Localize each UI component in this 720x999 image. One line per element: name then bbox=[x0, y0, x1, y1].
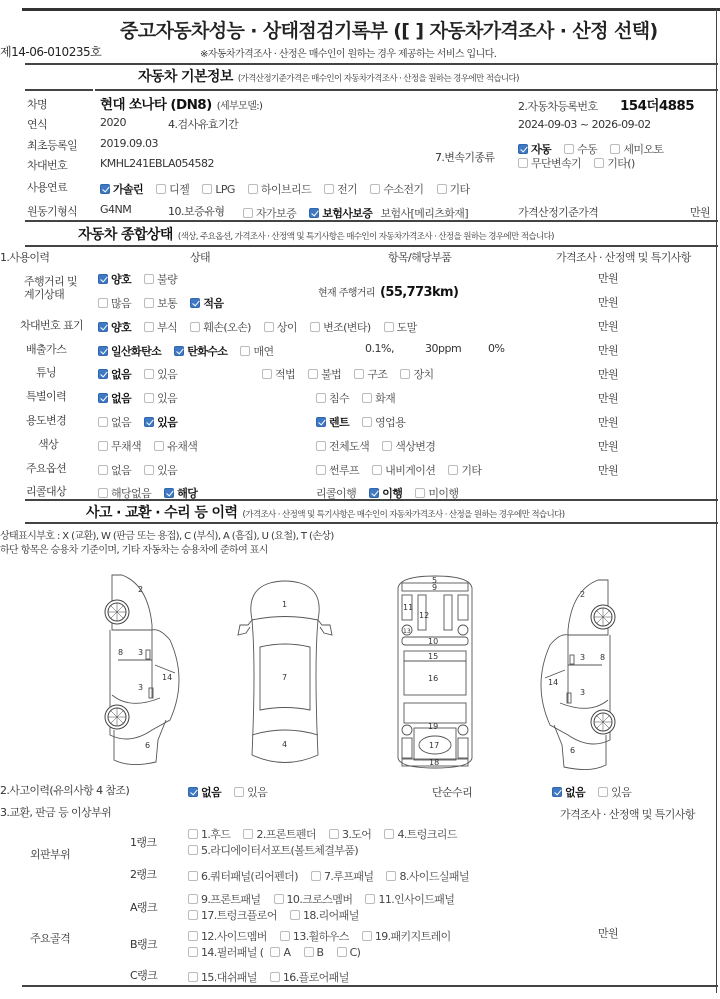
checkbox-icon bbox=[280, 931, 290, 941]
price-unit: 만원 bbox=[598, 296, 619, 309]
mileage-high[interactable]: 많음 bbox=[98, 295, 131, 311]
simple-repair-label: 단순수리 bbox=[432, 786, 473, 799]
svg-text:9: 9 bbox=[432, 583, 438, 592]
option-navigation[interactable]: 내비게이션 bbox=[372, 462, 435, 478]
checkbox-icon bbox=[329, 829, 339, 839]
price-unit: 만원 bbox=[598, 320, 619, 333]
transmission-cvt[interactable]: 무단변속기 bbox=[518, 155, 581, 171]
checkbox-icon bbox=[240, 346, 250, 356]
price-unit: 만원 bbox=[598, 272, 619, 285]
checkbox-icon bbox=[98, 298, 108, 308]
checkbox-icon bbox=[188, 910, 198, 920]
price-unit: 만원 bbox=[598, 368, 619, 381]
car-frame-diagram bbox=[390, 573, 480, 773]
usage-change-label: 용도변경 bbox=[26, 414, 67, 427]
car-name-label: 차명 bbox=[27, 98, 48, 111]
checkbox-checked-icon bbox=[552, 787, 562, 797]
rank-2-line1 bbox=[188, 865, 477, 884]
tuning-device[interactable]: 장치 bbox=[400, 366, 433, 382]
part-floor-panel[interactable]: 16.플로어패널 bbox=[270, 969, 349, 985]
color-achromatic[interactable]: 무채색 bbox=[98, 438, 141, 454]
document-number: 제14-06-010235호 bbox=[0, 45, 102, 59]
recall-not-done[interactable]: 미이행 bbox=[415, 485, 458, 501]
emission-options bbox=[98, 340, 282, 359]
car-submodel: (세부모델:) bbox=[216, 101, 263, 112]
checkbox-icon bbox=[98, 465, 108, 475]
svg-text:5: 5 bbox=[432, 576, 438, 585]
first-reg-label: 최초등록일 bbox=[27, 139, 78, 152]
divider bbox=[25, 245, 718, 247]
checkbox-icon bbox=[290, 910, 300, 920]
odometer-label: 주행거리 및 계기상태 bbox=[24, 275, 78, 301]
emission-hc[interactable]: 탄화수소 bbox=[174, 343, 227, 359]
form-top-border bbox=[22, 8, 720, 11]
checkbox-icon bbox=[270, 972, 280, 982]
divider bbox=[25, 499, 718, 501]
svg-text:3: 3 bbox=[580, 653, 586, 662]
fuel-label: 사용연료 bbox=[27, 181, 68, 194]
legend-symbols: 상태표시부호 : X (교환), W (판금 또는 용접), C (부식), A (흠집), U (요철), T (손상) bbox=[0, 531, 334, 542]
fuel-options bbox=[100, 178, 478, 197]
basic-info-header bbox=[138, 66, 519, 86]
vin-mark-options bbox=[98, 316, 425, 335]
mileage-label: 현재 주행거리 bbox=[318, 288, 375, 299]
pillar-a[interactable]: A bbox=[270, 946, 290, 959]
col-header-price: 가격조사 · 산정액 및 특기사항 bbox=[556, 251, 691, 264]
option-sunroof[interactable]: 썬루프 bbox=[316, 462, 359, 478]
part-pillar-panel[interactable]: 14.필러패널 ( bbox=[188, 944, 263, 960]
vin: KMHL241EBLA054582 bbox=[100, 157, 214, 170]
checkbox-icon bbox=[316, 393, 326, 403]
checkbox-icon bbox=[188, 931, 198, 941]
svg-text:1: 1 bbox=[282, 600, 288, 609]
checkbox-checked-icon bbox=[98, 322, 108, 332]
rank-2-label: 2랭크 bbox=[130, 868, 157, 881]
part-radiator-support[interactable]: 5.라디에이터서포트(볼트체결부품) bbox=[188, 842, 358, 858]
checkbox-checked-icon bbox=[100, 184, 110, 194]
checkbox-icon bbox=[316, 465, 326, 475]
base-price-label: 가격산정기준가격 bbox=[518, 206, 599, 219]
checkbox-icon bbox=[370, 184, 380, 194]
svg-text:12: 12 bbox=[419, 611, 430, 620]
svg-text:17: 17 bbox=[429, 741, 440, 750]
pillar-b[interactable]: B bbox=[304, 946, 324, 959]
part-trunk-lid[interactable]: 4.트렁크리드 bbox=[384, 826, 456, 842]
checkbox-icon bbox=[311, 871, 321, 881]
price-unit: 만원 bbox=[598, 392, 619, 405]
svg-text:6: 6 bbox=[570, 746, 576, 755]
inspection-label: 4.검사유효기간 bbox=[168, 118, 239, 131]
part-dash-panel[interactable]: 15.대쉬패널 bbox=[188, 969, 257, 985]
odometer-bad[interactable]: 불량 bbox=[144, 271, 177, 287]
simple-repair-yes[interactable]: 있음 bbox=[598, 784, 631, 800]
checkbox-icon bbox=[270, 947, 280, 957]
checkbox-checked-icon bbox=[144, 417, 154, 427]
recall-label: 리콜대상 bbox=[26, 485, 67, 498]
part-roof-panel[interactable]: 7.루프패널 bbox=[311, 868, 373, 884]
checkbox-icon bbox=[316, 441, 326, 451]
price-unit: 만원 bbox=[598, 464, 619, 477]
part-package-tray[interactable]: 19.패키지트레이 bbox=[362, 928, 451, 944]
recall-applicable[interactable]: 해당 bbox=[164, 485, 197, 501]
pillar-c[interactable]: C) bbox=[337, 946, 361, 959]
part-rear-panel[interactable]: 18.리어패널 bbox=[290, 907, 359, 923]
svg-text:4: 4 bbox=[282, 740, 288, 749]
special-yes[interactable]: 있음 bbox=[144, 390, 177, 406]
checkbox-icon bbox=[98, 488, 108, 498]
checkbox-icon bbox=[156, 184, 166, 194]
part-quarter-panel[interactable]: 6.쿼터패널(리어펜더) bbox=[188, 868, 298, 884]
fuel-diesel[interactable]: 디젤 bbox=[156, 181, 189, 197]
checkbox-icon bbox=[188, 829, 198, 839]
checkbox-icon bbox=[144, 274, 154, 284]
checkbox-icon bbox=[382, 441, 392, 451]
section-note: (색상, 주요옵션, 가격조사 · 산정액 및 특기사항은 매수인이 자동차가격조사 · 산정을 원하는 경우에만 적습니다) bbox=[177, 232, 554, 242]
vin-mark-mismatch[interactable]: 상이 bbox=[264, 319, 297, 335]
svg-text:11: 11 bbox=[403, 603, 414, 612]
car-side-right-diagram bbox=[540, 575, 620, 775]
emission-smoke-value: 0% bbox=[488, 342, 505, 355]
checkbox-icon bbox=[144, 298, 154, 308]
svg-text:13: 13 bbox=[403, 628, 411, 635]
fuel-hybrid[interactable]: 하이브리드 bbox=[248, 181, 311, 197]
usage-business[interactable]: 영업용 bbox=[362, 414, 405, 430]
section-title: 자동차 기본정보 bbox=[138, 69, 233, 85]
checkbox-icon bbox=[518, 158, 528, 168]
checkbox-icon bbox=[264, 322, 274, 332]
fuel-other[interactable]: 기타 bbox=[437, 181, 470, 197]
engine-label: 원동기형식 bbox=[27, 205, 78, 218]
vin-mark-good[interactable]: 양호 bbox=[98, 319, 131, 335]
warranty-label: 10.보증유형 bbox=[168, 205, 225, 218]
fuel-electric[interactable]: 전기 bbox=[324, 181, 357, 197]
svg-text:2: 2 bbox=[580, 590, 586, 599]
rank-c-label: C랭크 bbox=[130, 969, 158, 982]
color-options bbox=[98, 435, 205, 454]
checkbox-icon bbox=[362, 931, 372, 941]
checkbox-icon bbox=[362, 417, 372, 427]
part-cross-member[interactable]: 10.크로스멤버 bbox=[274, 891, 353, 907]
color-chromatic[interactable]: 유채색 bbox=[154, 438, 197, 454]
svg-text:2: 2 bbox=[138, 585, 144, 594]
rank-1-label: 1랭크 bbox=[130, 836, 157, 849]
recall-none[interactable]: 해당없음 bbox=[98, 485, 151, 501]
part-front-fender[interactable]: 2.프론트펜더 bbox=[243, 826, 315, 842]
accident-history-label: 2.사고이력(유의사항 4 참조) bbox=[0, 784, 130, 797]
checkbox-checked-icon bbox=[369, 488, 379, 498]
parts-label: 3.교환, 판금 등 이상부위 bbox=[0, 806, 112, 819]
checkbox-icon bbox=[304, 947, 314, 957]
divider bbox=[25, 220, 718, 222]
checkbox-icon bbox=[98, 441, 108, 451]
recall-done[interactable]: 이행 bbox=[369, 485, 402, 501]
checkbox-icon bbox=[437, 184, 447, 194]
svg-text:8: 8 bbox=[118, 648, 124, 657]
recall-done-label: 리콜이행 bbox=[316, 487, 357, 500]
svg-text:3: 3 bbox=[138, 648, 144, 657]
vin-label: 차대번호 bbox=[27, 159, 68, 172]
year: 2020 bbox=[100, 116, 126, 129]
transmission-other[interactable]: 기타() bbox=[594, 155, 634, 171]
tuning-options bbox=[98, 363, 185, 382]
part-inside-panel[interactable]: 11.인사이드패널 bbox=[365, 891, 454, 907]
checkbox-icon bbox=[310, 322, 320, 332]
accident-history-options bbox=[188, 781, 275, 800]
checkbox-checked-icon bbox=[174, 346, 184, 356]
checkbox-icon bbox=[354, 369, 364, 379]
car-name-field bbox=[100, 93, 262, 113]
checkbox-icon bbox=[324, 184, 334, 194]
checkbox-checked-icon bbox=[309, 208, 319, 218]
checkbox-icon bbox=[448, 465, 458, 475]
section-note: (가격산정기준가격은 매수인이 자동차가격조사 · 산정을 원하는 경우에만 적습니다) bbox=[237, 74, 519, 84]
reg-no-label: 2.자동차등록번호 bbox=[518, 100, 598, 113]
rank-1-line2 bbox=[188, 839, 366, 858]
part-wheel-house[interactable]: 13.휠하우스 bbox=[280, 928, 349, 944]
color-change[interactable]: 색상변경 bbox=[382, 438, 435, 454]
section-title: 사고 · 교환 · 수리 등 이력 bbox=[86, 505, 238, 521]
usage-change-options bbox=[98, 411, 185, 430]
divider bbox=[22, 985, 718, 987]
special-history-options bbox=[98, 387, 185, 406]
checkbox-icon bbox=[234, 787, 244, 797]
checkbox-icon bbox=[144, 465, 154, 475]
part-side-member[interactable]: 12.사이드멤버 bbox=[188, 928, 267, 944]
price-unit: 만원 bbox=[598, 927, 619, 940]
checkbox-checked-icon bbox=[98, 393, 108, 403]
mileage-value: (55,773km) bbox=[380, 285, 459, 300]
odometer-good[interactable]: 양호 bbox=[98, 271, 131, 287]
rank-a-line2 bbox=[188, 904, 367, 923]
checkbox-icon bbox=[262, 369, 272, 379]
first-reg: 2019.09.03 bbox=[100, 137, 158, 150]
odometer-row1 bbox=[98, 268, 185, 287]
special-history-label: 특별이력 bbox=[26, 390, 67, 403]
svg-text:7: 7 bbox=[282, 673, 288, 682]
inspection-period: 2024-09-03 ~ 2026-09-02 bbox=[518, 118, 651, 131]
divider bbox=[25, 63, 718, 65]
col-header-usage: 1.사용이력 bbox=[0, 251, 50, 264]
checkbox-icon bbox=[365, 894, 375, 904]
price-header: 가격조사 · 산정액 및 특기사항 bbox=[560, 808, 695, 821]
checkbox-icon bbox=[243, 208, 253, 218]
checkbox-checked-icon bbox=[98, 274, 108, 284]
vin-mark-label: 차대번호 표기 bbox=[20, 319, 84, 332]
reg-no: 154더4885 bbox=[620, 98, 694, 114]
transmission-manual[interactable]: 수동 bbox=[564, 141, 597, 157]
transmission-label: 7.변속기종류 bbox=[435, 151, 495, 164]
checkbox-icon bbox=[372, 465, 382, 475]
transmission-options-row2 bbox=[518, 152, 643, 171]
accident-none[interactable]: 없음 bbox=[188, 784, 221, 800]
rank-b-label: B랭크 bbox=[130, 938, 157, 951]
checkbox-checked-icon bbox=[316, 417, 326, 427]
fuel-lpg[interactable]: LPG bbox=[202, 183, 235, 196]
svg-text:16: 16 bbox=[428, 674, 439, 683]
svg-text:8: 8 bbox=[600, 653, 606, 662]
checkbox-icon bbox=[308, 369, 318, 379]
checkbox-checked-icon bbox=[98, 346, 108, 356]
year-label: 연식 bbox=[27, 118, 48, 131]
svg-text:14: 14 bbox=[548, 678, 559, 687]
accident-yes[interactable]: 있음 bbox=[234, 784, 267, 800]
usage-rent[interactable]: 렌트 bbox=[316, 414, 349, 430]
checkbox-icon bbox=[243, 829, 253, 839]
rank-b-line2 bbox=[188, 941, 368, 960]
checkbox-icon bbox=[337, 947, 347, 957]
part-trunk-floor[interactable]: 17.트렁크플로어 bbox=[188, 907, 277, 923]
usage-yes[interactable]: 있음 bbox=[144, 414, 177, 430]
checkbox-icon bbox=[154, 441, 164, 451]
tuning-none[interactable]: 없음 bbox=[98, 366, 131, 382]
divider bbox=[95, 89, 718, 91]
svg-text:19: 19 bbox=[428, 722, 439, 731]
main-options-options bbox=[98, 459, 185, 478]
tuning-legal[interactable]: 적법 bbox=[262, 366, 295, 382]
car-name: 현대 쏘나타 (DN8) bbox=[100, 97, 212, 113]
vin-mark-altered[interactable]: 변조(변타) bbox=[310, 319, 371, 335]
price-unit: 만원 bbox=[598, 440, 619, 453]
frame-label: 주요골격 bbox=[30, 932, 71, 945]
color-label: 색상 bbox=[38, 438, 59, 451]
tuning-structure[interactable]: 구조 bbox=[354, 366, 387, 382]
special-fire[interactable]: 화재 bbox=[362, 390, 395, 406]
vin-mark-corrosion[interactable]: 부식 bbox=[144, 319, 177, 335]
checkbox-icon bbox=[188, 947, 198, 957]
status-header bbox=[78, 224, 554, 244]
vin-mark-damage[interactable]: 훼손(오손) bbox=[190, 319, 251, 335]
checkbox-checked-icon bbox=[98, 369, 108, 379]
mileage-low[interactable]: 적음 bbox=[190, 295, 223, 311]
checkbox-icon bbox=[400, 369, 410, 379]
options-yes[interactable]: 있음 bbox=[144, 462, 177, 478]
engine: G4NM bbox=[100, 203, 132, 216]
emission-co[interactable]: 일산화탄소 bbox=[98, 343, 161, 359]
tuning-yes[interactable]: 있음 bbox=[144, 366, 177, 382]
color-items bbox=[316, 435, 443, 454]
checkbox-icon bbox=[598, 787, 608, 797]
special-flood[interactable]: 침수 bbox=[316, 390, 349, 406]
checkbox-icon bbox=[594, 158, 604, 168]
transmission-auto[interactable]: 자동 bbox=[518, 141, 551, 157]
special-history-items bbox=[316, 387, 403, 406]
price-unit: 만원 bbox=[598, 416, 619, 429]
part-front-panel[interactable]: 9.프론트패널 bbox=[188, 891, 260, 907]
col-header-items: 항목/해당부품 bbox=[388, 251, 452, 264]
exterior-label: 외판부위 bbox=[30, 848, 71, 861]
warranty-options bbox=[243, 202, 476, 221]
tuning-illegal[interactable]: 불법 bbox=[308, 366, 341, 382]
section-note: (가격조사 · 산정액 및 특기사항은 매수인이 자동차가격조사 · 산정을 원하는 경우에만 적습니다) bbox=[242, 510, 565, 520]
checkbox-icon bbox=[274, 894, 284, 904]
rank-a-label: A랭크 bbox=[130, 901, 157, 914]
emission-hc-value: 30ppm bbox=[425, 342, 462, 355]
checkbox-icon bbox=[202, 184, 212, 194]
fuel-hydrogen[interactable]: 수소전기 bbox=[370, 181, 423, 197]
emission-co-value: 0.1%, bbox=[365, 342, 394, 355]
color-full-paint[interactable]: 전체도색 bbox=[316, 438, 369, 454]
simple-repair-options bbox=[552, 781, 639, 800]
svg-text:10: 10 bbox=[428, 637, 439, 646]
checkbox-icon bbox=[384, 829, 394, 839]
usage-none[interactable]: 없음 bbox=[98, 414, 131, 430]
option-other[interactable]: 기타 bbox=[448, 462, 481, 478]
vin-mark-smeared[interactable]: 도말 bbox=[384, 319, 417, 335]
part-door[interactable]: 3.도어 bbox=[329, 826, 371, 842]
car-top-diagram bbox=[230, 575, 340, 770]
mileage-normal[interactable]: 보통 bbox=[144, 295, 177, 311]
svg-text:18: 18 bbox=[429, 758, 440, 767]
accident-header bbox=[86, 502, 564, 522]
main-options-label: 주요옵션 bbox=[26, 462, 67, 475]
warranty-self[interactable]: 자가보증 bbox=[243, 205, 296, 221]
checkbox-icon bbox=[384, 322, 394, 332]
odometer-row2 bbox=[98, 292, 231, 311]
checkbox-icon bbox=[415, 488, 425, 498]
checkbox-icon bbox=[98, 417, 108, 427]
part-side-sill-panel[interactable]: 8.사이드실패널 bbox=[386, 868, 468, 884]
checkbox-checked-icon bbox=[164, 488, 174, 498]
checkbox-icon bbox=[144, 393, 154, 403]
checkbox-icon bbox=[362, 393, 372, 403]
divider bbox=[25, 522, 718, 524]
price-unit: 만원 bbox=[598, 344, 619, 357]
checkbox-icon bbox=[188, 894, 198, 904]
usage-change-items bbox=[316, 411, 413, 430]
checkbox-icon bbox=[188, 871, 198, 881]
svg-text:14: 14 bbox=[162, 673, 173, 682]
fuel-gasoline[interactable]: 가솔린 bbox=[100, 181, 143, 197]
checkbox-icon bbox=[144, 322, 154, 332]
special-none[interactable]: 없음 bbox=[98, 390, 131, 406]
part-hood[interactable]: 1.후드 bbox=[188, 826, 230, 842]
service-notice: ※자동차가격조사 · 산정은 매수인이 원하는 경우 제공하는 서비스 입니다. bbox=[200, 49, 497, 60]
checkbox-icon bbox=[144, 369, 154, 379]
checkbox-checked-icon bbox=[190, 298, 200, 308]
tuning-items bbox=[262, 363, 442, 382]
emission-label: 배출가스 bbox=[26, 343, 67, 356]
divider bbox=[25, 89, 93, 91]
svg-text:3: 3 bbox=[138, 683, 144, 692]
car-side-left-diagram bbox=[100, 570, 180, 770]
checkbox-icon bbox=[188, 845, 198, 855]
page-title: 중고자동차성능 · 상태점검기록부 ([ ] 자동차가격조사 · 산정 선택) bbox=[120, 20, 658, 42]
base-price-unit: 만원 bbox=[690, 206, 711, 219]
checkbox-icon bbox=[248, 184, 258, 194]
mileage-field bbox=[318, 281, 458, 300]
insurer-name: 보험사[메리츠화재] bbox=[380, 207, 469, 220]
legend-note: 하단 항목은 승용차 기준이며, 기타 자동차는 승용차에 준하여 표시 bbox=[0, 545, 268, 556]
svg-text:3: 3 bbox=[580, 688, 586, 697]
col-header-state: 상태 bbox=[190, 251, 211, 264]
checkbox-checked-icon bbox=[188, 787, 198, 797]
section-title: 자동차 종합상태 bbox=[78, 227, 173, 243]
options-none[interactable]: 없음 bbox=[98, 462, 131, 478]
checkbox-icon bbox=[386, 871, 396, 881]
emission-smoke[interactable]: 매연 bbox=[240, 343, 273, 359]
checkbox-icon bbox=[188, 972, 198, 982]
svg-text:15: 15 bbox=[428, 652, 439, 661]
svg-text:6: 6 bbox=[145, 741, 151, 750]
checkbox-icon bbox=[190, 322, 200, 332]
rank-c-line1 bbox=[188, 966, 357, 985]
main-options-items bbox=[316, 459, 489, 478]
transmission-semi-auto[interactable]: 세미오토 bbox=[610, 141, 663, 157]
tuning-label: 튜닝 bbox=[36, 366, 57, 379]
warranty-insurer[interactable]: 보험사보증 bbox=[309, 205, 372, 221]
simple-repair-none[interactable]: 없음 bbox=[552, 784, 585, 800]
